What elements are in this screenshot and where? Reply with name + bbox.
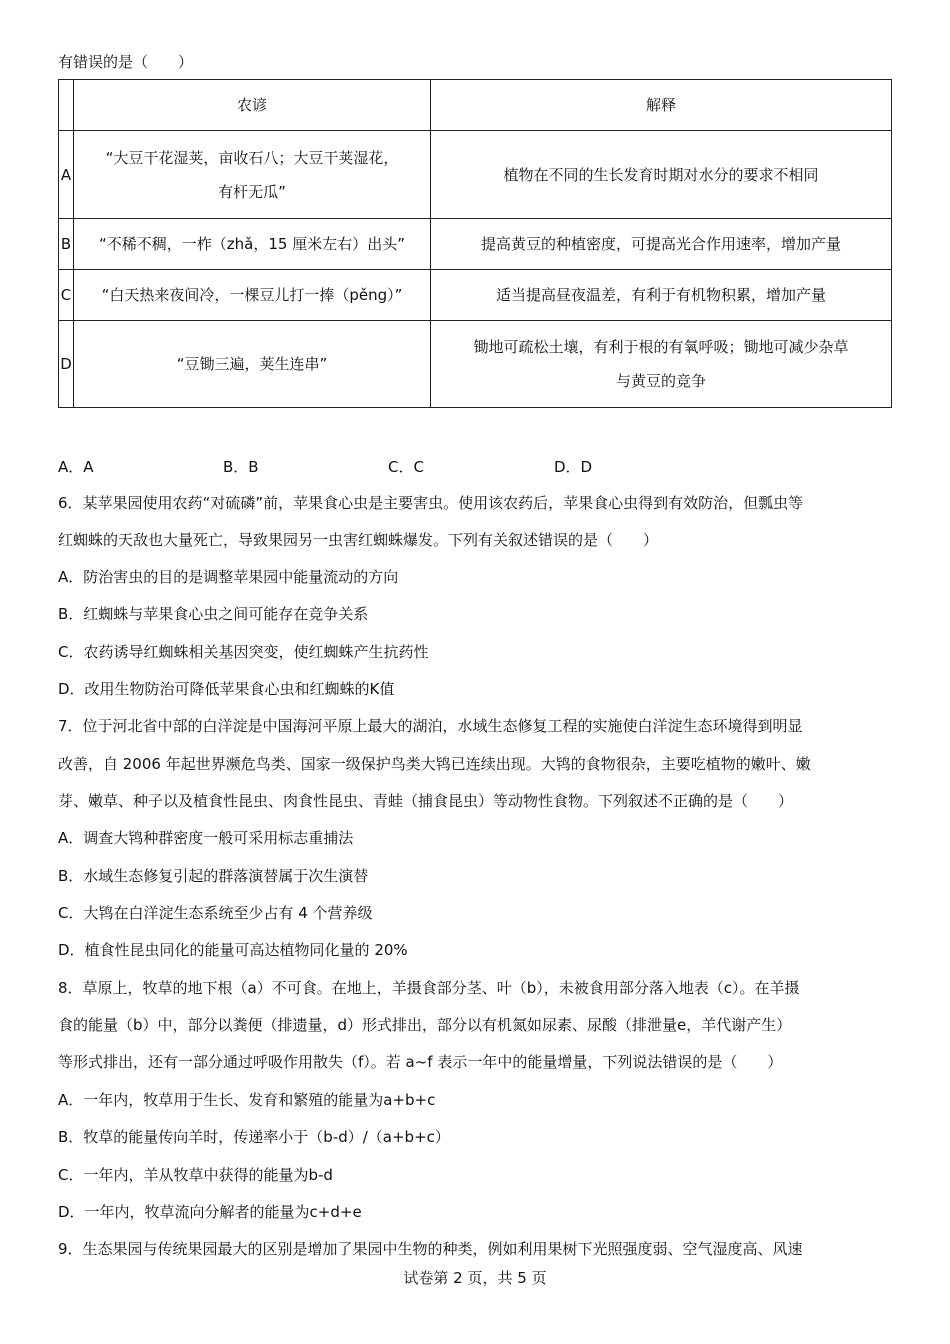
q7-stem-line: 7．位于河北省中部的白洋淀是中国海河平原上最大的湖泊，水域生态修复工程的实施使白洋淀生态环境得到明显	[58, 717, 803, 735]
page-footer: 试卷第 2 页，共 5 页	[403, 1269, 547, 1287]
q7-option-d: D．植食性昆虫同化的能量可高达植物同化量的 20%	[58, 941, 408, 959]
proverb-cell: “白天热来夜间冷，一棵豆儿打一捧（pěng）”	[74, 270, 431, 321]
q8-option-a: A．一年内，牧草用于生长、发育和繁殖的能量为a+b+c	[58, 1091, 436, 1109]
q6-stem-line: 6．某苹果园使用农药“对硫磷”前，苹果食心虫是主要害虫。使用该农药后，苹果食心虫得到有效防治，但瓢虫等	[58, 494, 804, 512]
table-header-row	[59, 80, 892, 131]
explanation-cell: 植物在不同的生长发育时期对水分的要求不相同	[431, 131, 892, 219]
table-row	[59, 131, 892, 219]
q7-stem-line: 芽、嫩草、种子以及植食性昆虫、肉食性昆虫、青蛙（捕食昆虫）等动物性食物。下列叙述不正确的是（ ）	[58, 792, 794, 810]
q6-option-a: A．防治害虫的目的是调整苹果园中能量流动的方向	[58, 568, 399, 586]
q7-option-a: A．调查大鸨种群密度一般可采用标志重捕法	[58, 829, 354, 847]
q8-stem-line: 食的能量（b）中，部分以粪便（排遗量，d）形式排出，部分以有机氮如尿素、尿酸（排泄量e，羊代谢产生）	[58, 1016, 792, 1034]
row-label: A	[59, 131, 74, 219]
header-explanation: 解释	[431, 80, 892, 131]
q6-option-b: B．红蜘蛛与苹果食心虫之间可能存在竞争关系	[58, 605, 369, 623]
q8-option-d: D．一年内，牧草流向分解者的能量为c+d+e	[58, 1203, 362, 1221]
q6-option-c: C．农药诱导红蜘蛛相关基因突变，使红蜘蛛产生抗药性	[58, 643, 429, 661]
q7-option-b: B．水域生态修复引起的群落演替属于次生演替	[58, 867, 369, 885]
q6-stem-line: 红蜘蛛的天敌也大量死亡，导致果园另一虫害红蜘蛛爆发。下列有关叙述错误的是（ ）	[58, 531, 659, 549]
proverb-cell: “不稀不稠，一柞（zhǎ，15 厘米左右）出头”	[74, 219, 431, 270]
header-proverb: 农谚	[74, 80, 431, 131]
header-blank	[59, 80, 74, 131]
q8-stem-line: 等形式排出，还有一部分通过呼吸作用散失（f）。若 a~f 表示一年中的能量增量，下列说法错误的是（ ）	[58, 1053, 783, 1071]
q8-option-c: C．一年内，羊从牧草中获得的能量为b-d	[58, 1166, 333, 1184]
table-row	[59, 270, 892, 321]
explanation-line: 与黄豆的竞争	[615, 372, 706, 390]
q7-option-c: C．大鸨在白洋淀生态系统至少占有 4 个营养级	[58, 904, 373, 922]
proverb-cell	[74, 131, 431, 219]
explanation-cell	[431, 321, 892, 408]
question-5-stem: 有错误的是（ ）	[58, 53, 194, 71]
row-label: C	[59, 270, 74, 321]
option-b: B．B	[223, 458, 259, 476]
table-row	[59, 219, 892, 270]
table-row	[59, 321, 892, 408]
proverb-line: 有杆无瓜”	[218, 182, 286, 201]
q8-option-b: B．牧草的能量传向羊时，传递率小于（b-d）/（a+b+c）	[58, 1128, 450, 1146]
option-d: D．D	[554, 458, 593, 476]
explanation-line: 锄地可疏松土壤，有利于根的有氧呼吸；锄地可减少杂草	[473, 338, 849, 356]
proverb-line: “大豆干花湿荚，亩收石八；大豆干荚湿花，	[105, 148, 399, 167]
q9-stem-line: 9．生态果园与传统果园最大的区别是增加了果园中生物的种类，例如利用果树下光照强度弱、空气湿度高、风速	[58, 1240, 803, 1258]
explanation-cell: 适当提高昼夜温差，有利于有机物积累，增加产量	[431, 270, 892, 321]
row-label: D	[59, 321, 74, 408]
question-5-options	[58, 456, 758, 476]
proverb-table	[58, 79, 892, 408]
q8-stem-line: 8．草原上，牧草的地下根（a）不可食。在地上，羊摄食部分茎、叶（b），未被食用部分落入地表（c）。在羊摄	[58, 979, 800, 997]
option-a: A．A	[58, 458, 94, 476]
row-label: B	[59, 219, 74, 270]
proverb-cell: “豆锄三遍，荚生连串”	[74, 321, 431, 408]
q6-option-d: D．改用生物防治可降低苹果食心虫和红蜘蛛的K值	[58, 680, 395, 698]
explanation-cell: 提高黄豆的种植密度，可提高光合作用速率，增加产量	[431, 219, 892, 270]
option-c: C．C	[388, 458, 424, 476]
q7-stem-line: 改善，自 2006 年起世界濒危鸟类、国家一级保护鸟类大鸨已连续出现。大鸨的食物很杂，主要吃植物的嫩叶、嫩	[58, 755, 811, 773]
